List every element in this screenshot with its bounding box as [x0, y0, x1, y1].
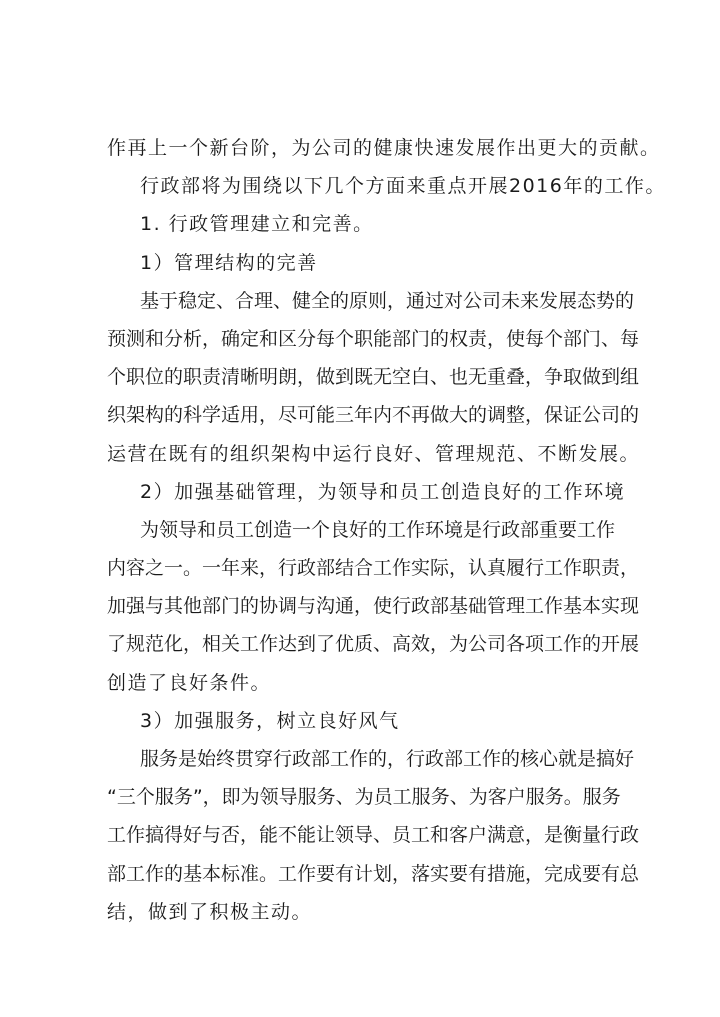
text-line: 结，做到了积极主动。 [107, 900, 313, 923]
text-line: 个职位的职责清晰明朗，做到既无空白、也无重叠，争取做到组 [107, 366, 640, 389]
text-line: 织架构的科学适用，尽可能三年内不再做大的调整，保证公司的 [107, 404, 640, 427]
text-line: 工作搞得好与否，能不能让领导、员工和客户满意，是衡量行政 [107, 824, 640, 847]
text-line: 作再上一个新台阶，为公司的健康快速发展作出更大的贡献。 [107, 137, 661, 159]
text-line: 内容之一。一年来，行政部结合工作实际，认真履行工作职责， [107, 557, 640, 580]
text-line: 创造了良好条件。 [107, 671, 272, 694]
section-heading: 1. 行政管理建立和完善。 [140, 213, 374, 236]
text-line: 加强与其他部门的协调与沟通，使行政部基础管理工作基本实现 [107, 595, 640, 618]
text-line: 服务是始终贯穿行政部工作的，行政部工作的核心就是搞好 [140, 748, 635, 770]
text-line: 了规范化，相关工作达到了优质、高效，为公司各项工作的开展 [107, 633, 640, 656]
text-line: 行政部将为围绕以下几个方面来重点开展2016年的工作。 [140, 175, 666, 198]
text-line: 预测和分析，确定和区分每个职能部门的权责，使每个部门、每 [107, 327, 640, 350]
text-line: 部工作的基本标准。工作要有计划，落实要有措施，完成要有总 [107, 862, 640, 885]
text-line: 基于稳定、合理、健全的原则，通过对公司未来发展态势的 [140, 289, 635, 312]
text-line: 运营在既有的组织架构中运行良好、管理规范、不断发展。 [107, 442, 641, 465]
subsection-heading: 1）管理结构的完善 [140, 251, 318, 274]
subsection-heading: 2）加强基础管理，为领导和员工创造良好的工作环境 [140, 480, 626, 503]
text-line: “三个服务”，即为领导服务、为员工服务、为客户服务。服务 [107, 786, 621, 809]
text-line: 为领导和员工创造一个良好的工作环境是行政部重要工作 [140, 518, 616, 541]
document-page [107, 134, 666, 936]
subsection-heading: 3）加强服务，树立良好风气 [140, 709, 400, 732]
